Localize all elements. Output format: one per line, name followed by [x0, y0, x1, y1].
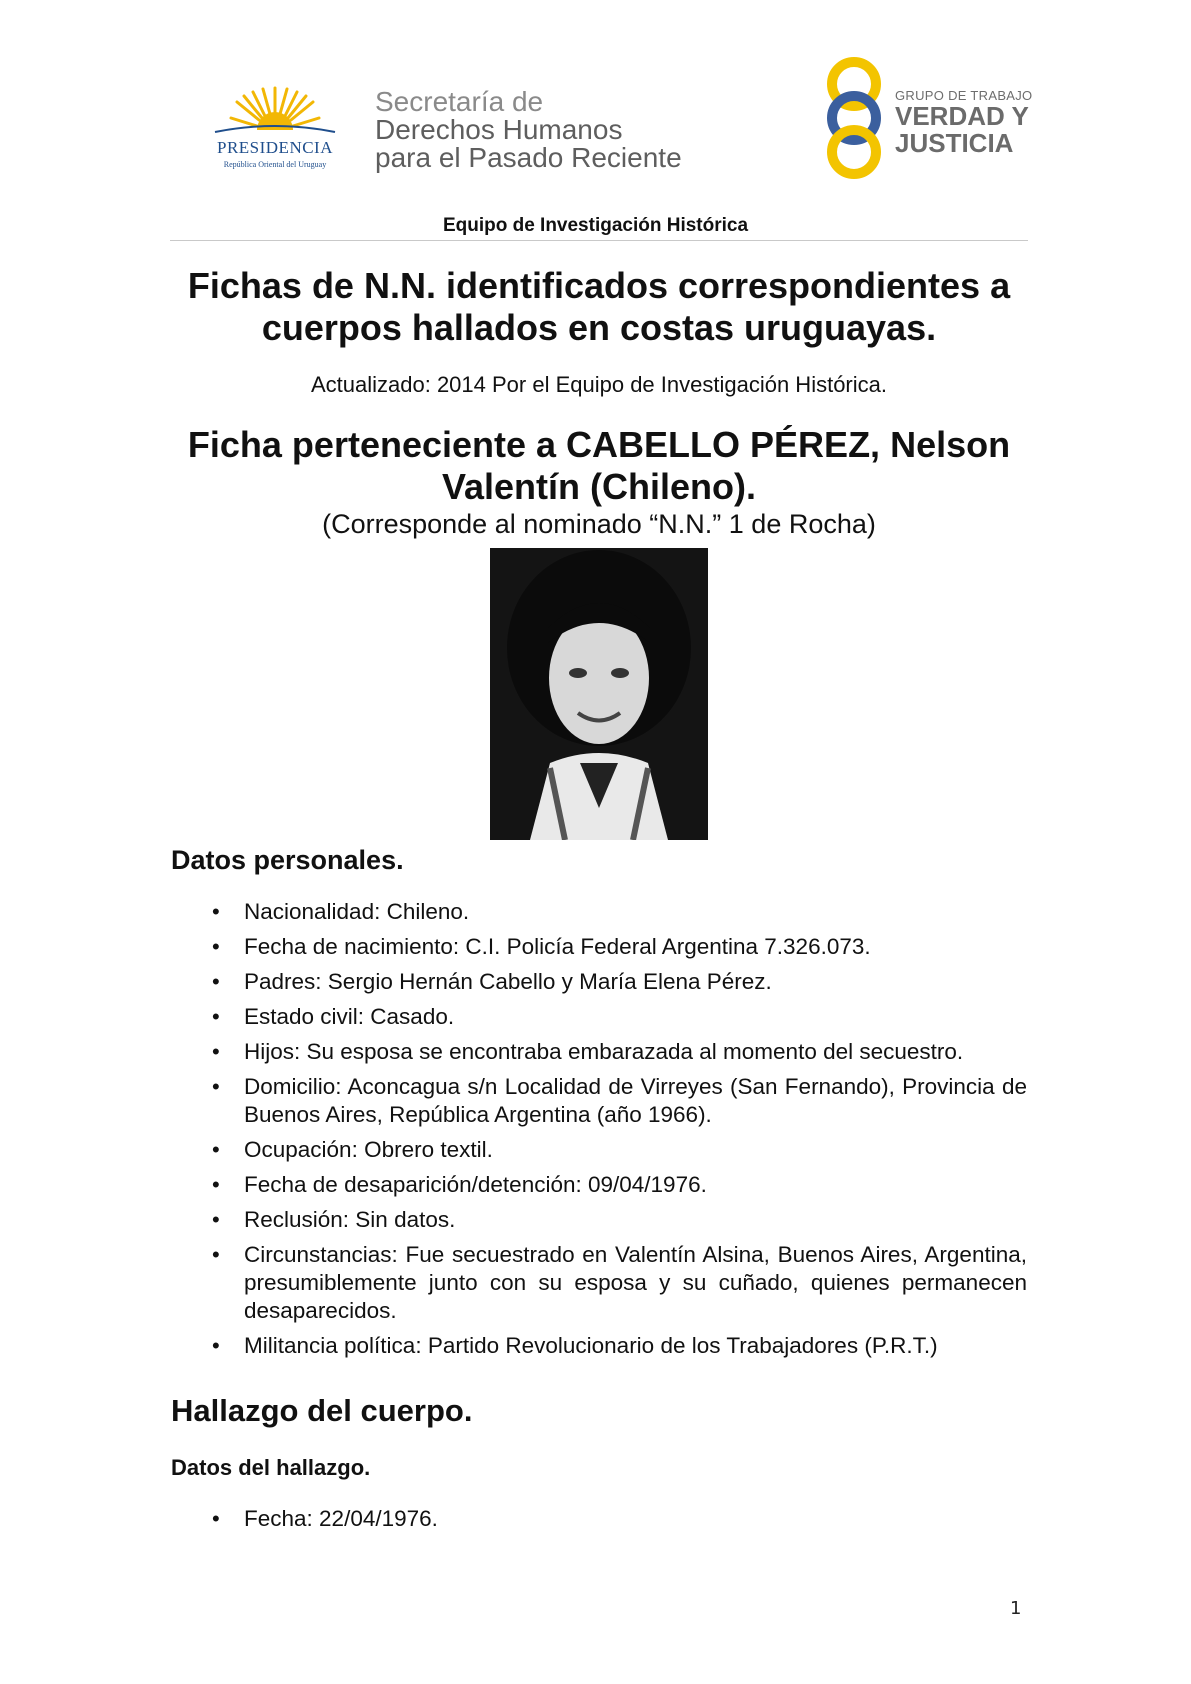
- ficha-title: Ficha perteneciente a CABELLO PÉREZ, Nelson Valentín (Chileno).: [187, 424, 1011, 507]
- updated-line: Actualizado: 2014 Por el Equipo de Investigación Histórica.: [310, 372, 887, 397]
- verdad-justicia-text: [895, 88, 1032, 157]
- section-heading-personal: Datos personales.: [171, 845, 404, 875]
- list-item: • Hijos: Su esposa se encontraba embarazada al momento del secuestro.: [212, 1038, 1027, 1066]
- grupo-line3: JUSTICIA: [895, 128, 1014, 158]
- ficha-subtitle: (Corresponde al nominado “N.N.” 1 de Rocha): [322, 509, 876, 539]
- header-divider: [170, 240, 1028, 241]
- personal-data-list: [212, 898, 1027, 1367]
- list-item: • Padres: Sergio Hernán Cabello y María Elena Pérez.: [212, 968, 1027, 996]
- presidencia-logo: [195, 80, 355, 180]
- list-item: • Estado civil: Casado.: [212, 1003, 1027, 1031]
- list-item: • Domicilio: Aconcagua s/n Localidad de Virreyes (San Fernando), Provincia de Buenos Aires, República Argentina (año 1966).: [212, 1073, 1027, 1129]
- page-number: 1: [1010, 1598, 1022, 1619]
- portrait-photo: [490, 548, 708, 840]
- section-heading-hallazgo: Hallazgo del cuerpo.: [171, 1393, 473, 1428]
- list-item: • Reclusión: Sin datos.: [212, 1206, 1027, 1234]
- list-item: • Fecha: 22/04/1976.: [212, 1505, 1027, 1533]
- list-item: • Circunstancias: Fue secuestrado en Valentín Alsina, Buenos Aires, Argentina, presumiblemente junto con su esposa y su cuñado, quienes permanecen desaparecidos.: [212, 1241, 1027, 1325]
- secretaria-line2: Derechos Humanos: [375, 114, 623, 145]
- list-item: • Fecha de nacimiento: C.I. Policía Federal Argentina 7.326.073.: [212, 933, 1027, 961]
- presidencia-name: PRESIDENCIA: [216, 138, 333, 157]
- list-item: • Fecha de desaparición/detención: 09/04/1976.: [212, 1171, 1027, 1199]
- person-portrait-icon: [490, 548, 708, 840]
- list-item: • Ocupación: Obrero textil.: [212, 1136, 1027, 1164]
- document-title: Fichas de N.N. identificados correspondientes a cuerpos hallados en costas uruguayas.: [187, 265, 1011, 348]
- grupo-line1: GRUPO DE TRABAJO: [895, 88, 1033, 103]
- list-item: • Militancia política: Partido Revolucionario de los Trabajadores (P.R.T.): [212, 1332, 1027, 1360]
- secretaria-line1: Secretaría de: [375, 86, 544, 117]
- grupo-line2: VERDAD Y: [895, 101, 1029, 131]
- secretaria-title: [375, 88, 682, 172]
- presidencia-subtitle: República Oriental del Uruguay: [223, 160, 327, 169]
- subsection-heading-datos-hallazgo: Datos del hallazgo.: [171, 1455, 371, 1480]
- hallazgo-data-list: [212, 1505, 1027, 1540]
- team-label: Equipo de Investigación Histórica: [442, 215, 749, 236]
- secretaria-line3: para el Pasado Reciente: [375, 142, 682, 173]
- list-item: • Nacionalidad: Chileno.: [212, 898, 1027, 926]
